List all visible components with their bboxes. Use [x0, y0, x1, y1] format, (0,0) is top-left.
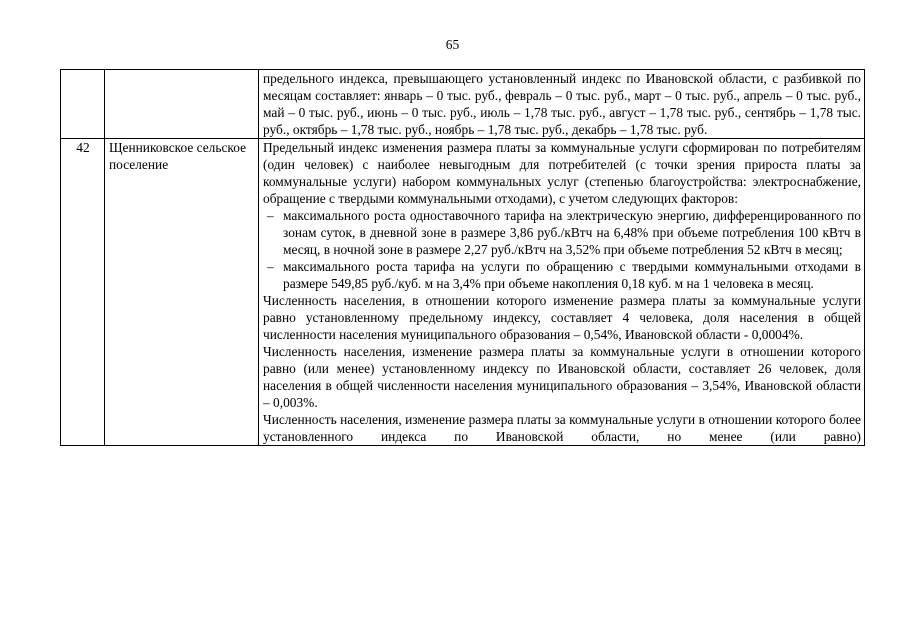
tariff-table [60, 69, 865, 446]
population-paragraph-continued: Численность населения, изменение размера платы за коммунальные услуги в отношении которого более установленного индекса по Ивановской области, но менее (или равно) [263, 412, 861, 444]
population-paragraph: Численность населения, изменение размера платы за коммунальные услуги в отношении которого равно (или менее) установленному индексу по Ивановской области, составляет 26 человек, доля населения в общей численности населения муниципального образования – 3,54%, Ивановской области – 0,003%. [263, 344, 861, 410]
table-row-continued [61, 70, 865, 139]
factor-text: максимального роста тарифа на услуги по обращению с твердыми коммунальными отходами в размере 549,85 руб./куб. м на 3,4% при объеме накопления 0,18 куб. м на 1 человека в месяц. [283, 259, 861, 291]
description-cell [259, 139, 865, 446]
factor-item [263, 258, 861, 292]
continued-paragraph: предельного индекса, превышающего установленный индекс по Ивановской области, с разбивкой по месяцам составляет: январь – 0 тыс. руб., февраль – 0 тыс. руб., март – 0 тыс. руб., апрель – 0 тыс. руб., май – 0 тыс. руб., июнь – 0 тыс. руб., июль – 1,78 тыс. руб., август – 1,78 тыс. руб., сентябрь – 1,78 тыс. руб., октябрь – 1,78 тыс. руб., ноябрь – 1,78 тыс. руб., декабрь – 1,78 тыс. руб. [263, 71, 861, 137]
description-cell [259, 70, 865, 139]
municipality-name: Щенниковское сельское поселение [105, 139, 259, 446]
row-number-cell [61, 70, 105, 139]
intro-paragraph: Предельный индекс изменения размера платы за коммунальные услуги сформирован по потребителям (один человек) с наиболее невыгодным для потребителей (с точки зрения прироста платы за коммунальные услуги) набором коммунальных услуг (степенью благоустройства: электроснабжение, обращение с твердыми коммунальными отходами), с учетом следующих факторов: [263, 140, 861, 206]
dash-bullet: – [267, 208, 274, 223]
dash-bullet: – [267, 259, 274, 274]
factor-text: максимального роста одноставочного тарифа на электрическую энергию, дифференцированного по зонам суток, в дневной зоне в размере 3,86 руб./кВтч на 6,48% при объеме потребления 100 кВтч в месяц, в ночной зоне в размере 2,27 руб./кВтч на 3,52% при объеме потребления 52 кВтч в месяц; [283, 208, 861, 257]
page-number: 65 [445, 37, 460, 52]
factor-item [263, 207, 861, 258]
population-paragraph: Численность населения, в отношении которого изменение размера платы за коммунальные услуги равно установленному предельному индексу, составляет 4 человека, доля населения в общей численности населения муниципального образования – 0,54%, Ивановской области - 0,0004%. [263, 293, 861, 342]
municipality-cell [105, 70, 259, 139]
row-number-cell: 42 [61, 139, 105, 446]
table-row [61, 139, 865, 446]
